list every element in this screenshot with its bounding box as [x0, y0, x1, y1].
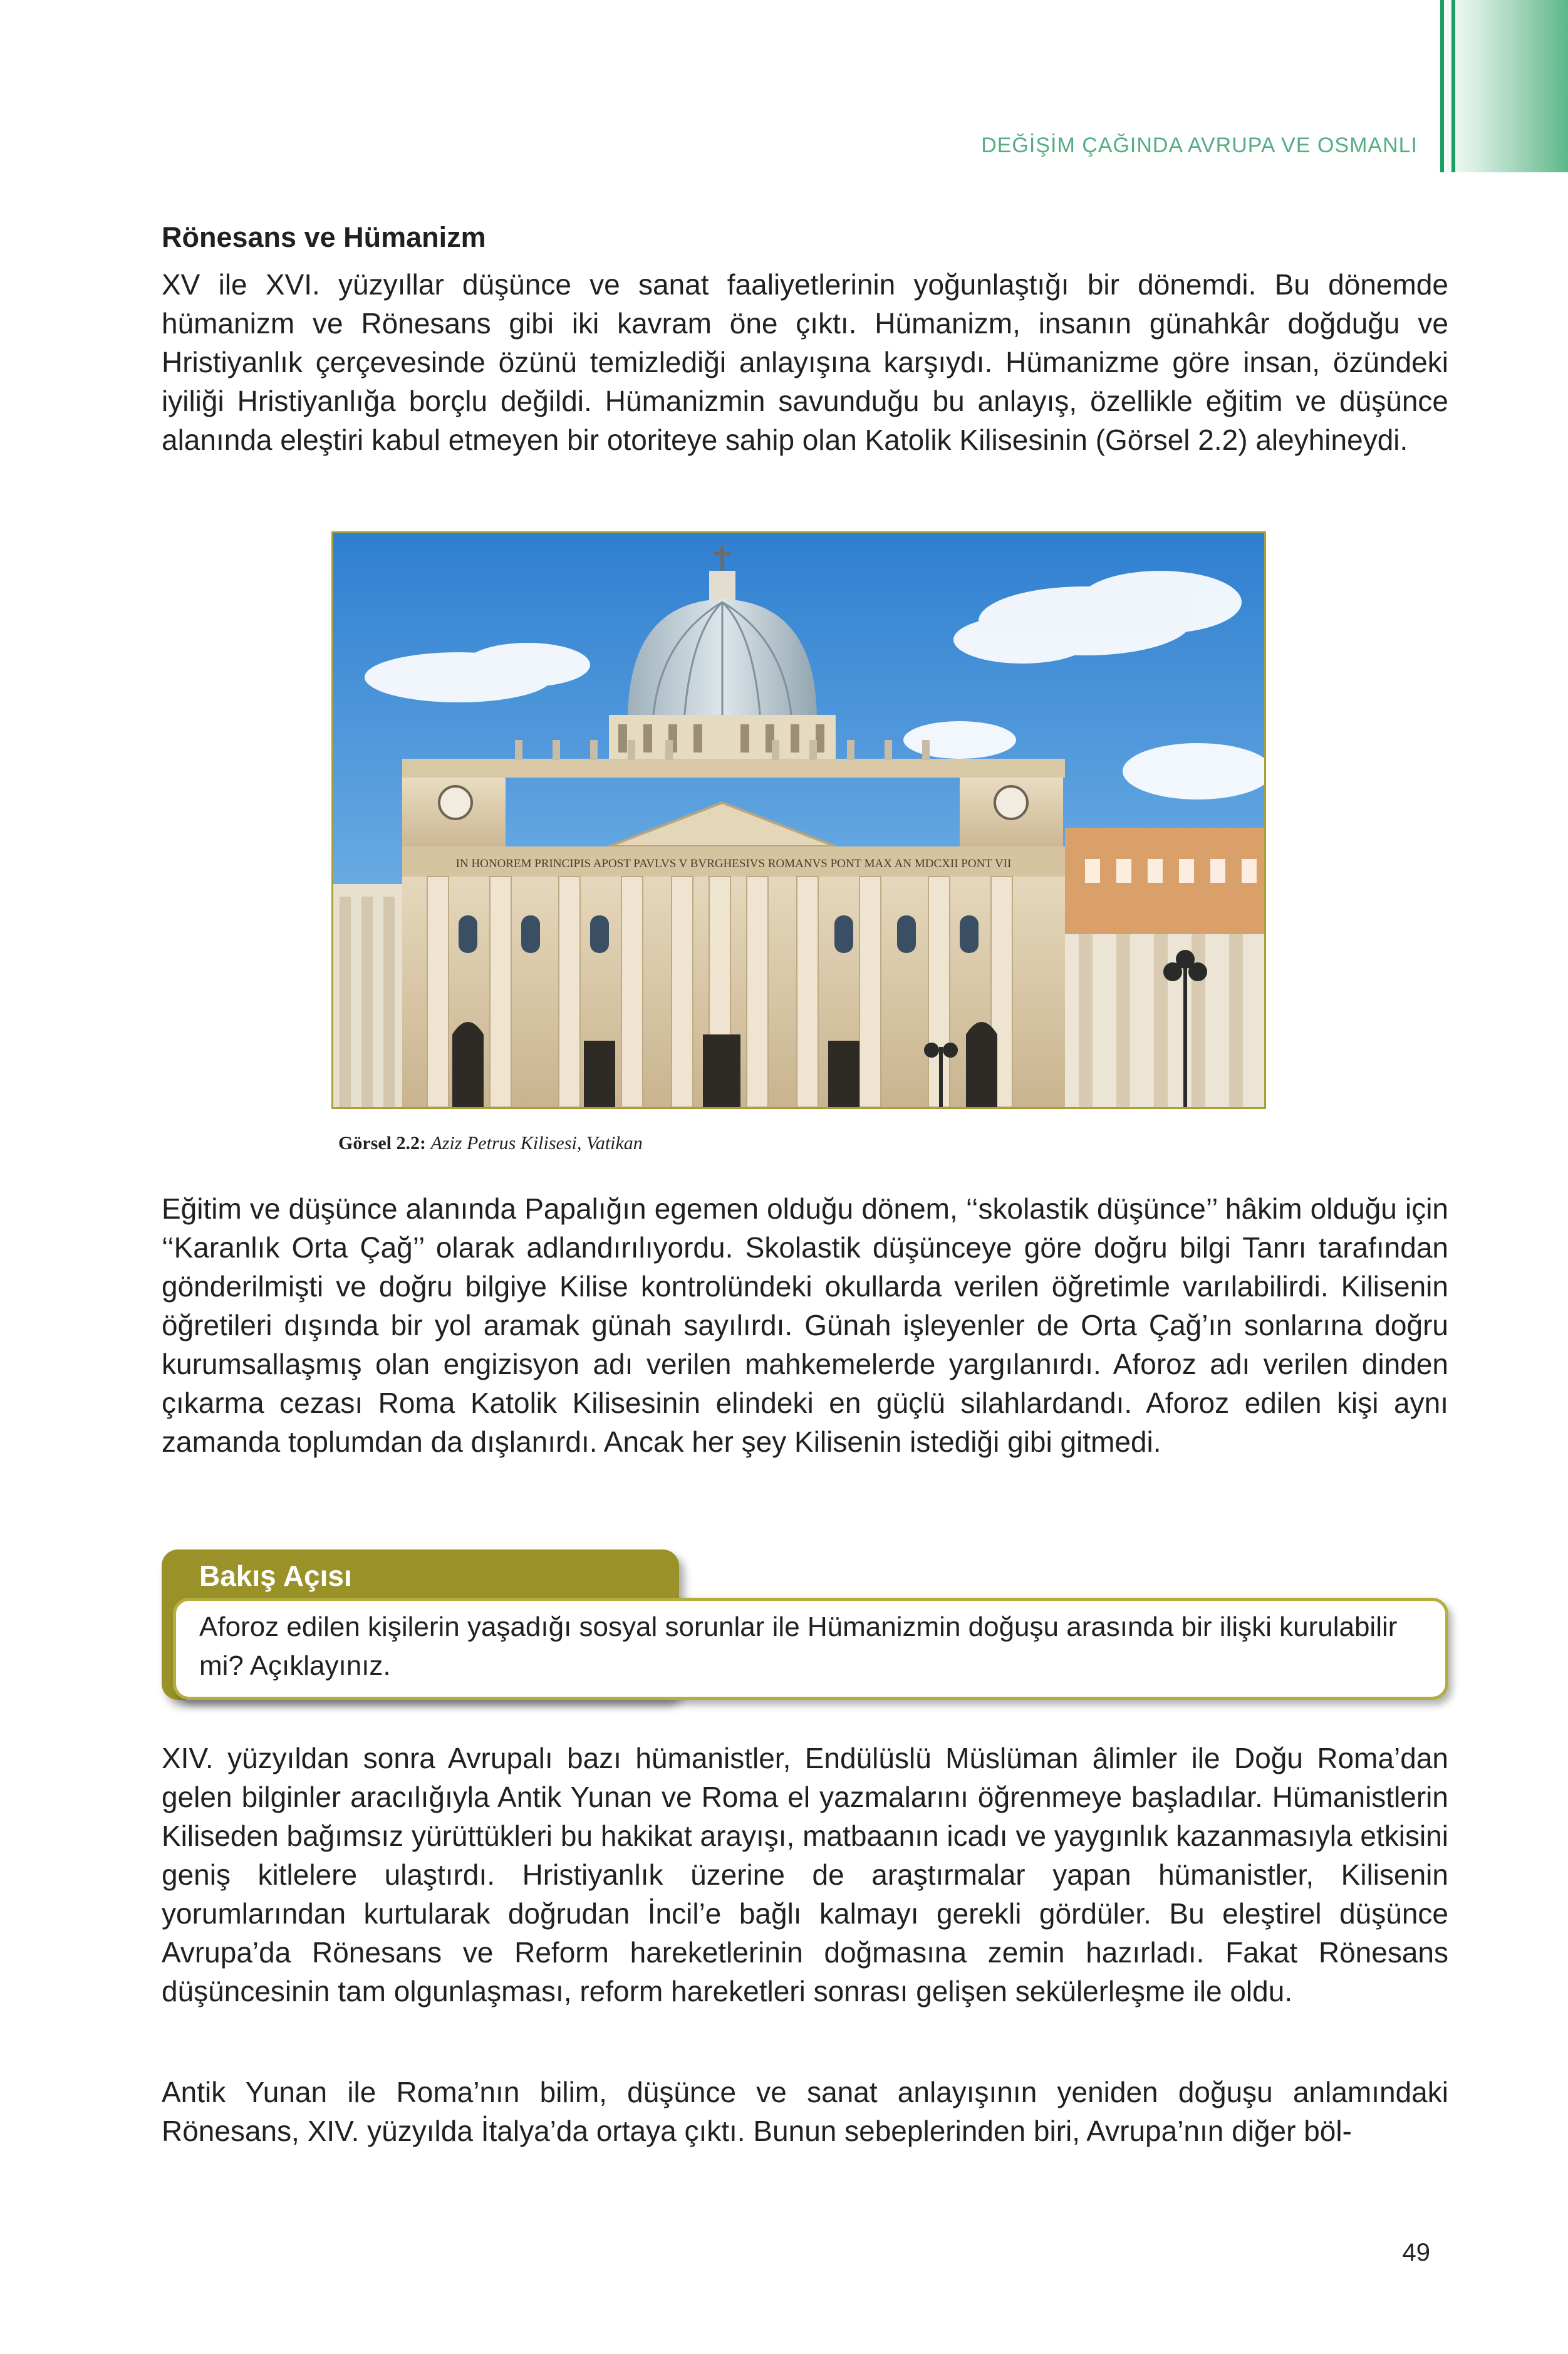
callout-title: Bakış Açısı [199, 1560, 352, 1592]
decorative-rule [1451, 0, 1455, 172]
caption-text: Aziz Petrus Kilisesi, Vatikan [430, 1133, 643, 1154]
basilica-illustration [333, 533, 1264, 1107]
paragraph-4: Antik Yunan ile Roma’nın bilim, düşünce ve sanat anlayışının yeniden doğuşu anlamındaki Rönesans, XIV. yüzyılda İtalya’da ortaya çıktı. Bunun sebeplerinden biri, Avrupa’nın diğer böl- [162, 2076, 1448, 2147]
figure-caption [338, 1133, 643, 1154]
caption-label: Görsel 2.2: [338, 1133, 426, 1154]
decorative-rule [1440, 0, 1444, 172]
paragraph-1: XV ile XVI. yüzyıllar düşünce ve sanat faaliyetlerinin yoğunlaştığı bir dönemdi. Bu dönemde hümanizm ve Rönesans gibi iki kavram öne çıktı. Hümanizm, insanın günahkâr doğduğu ve Hristiyanlık çerçevesinde özünü temizlediği anlayışına karşıydı. Hümanizme göre insan, özündeki iyiliği Hristiyanlığa borçlu değildi. Hümanizmin savunduğu bu anlayış, özellikle eğitim ve düşünce alanında eleştiri kabul etmeyen bir otoriteye sahip olan Katolik Kilisesinin (Görsel 2.2) aleyhineydi. [162, 268, 1448, 456]
page-number: 49 [1402, 2239, 1430, 2266]
section-title: Rönesans ve Hümanizm [162, 221, 486, 253]
paragraph-2: Eğitim ve düşünce alanında Papalığın egemen olduğu dönem, ‘‘skolastik düşünce’’ hâkim olduğu için ‘‘Karanlık Orta Çağ’’ olarak adlandırılıyordu. Skolastik düşünceye göre doğru bilgi Tanrı tarafından gönderilmişti ve doğru bilgiye Kilise kontrolündeki okullarda verilen öğretimle varılabilirdi. Kilisenin öğretileri dışında bir yol aramak günah sayılırdı. Günah işleyenler de Orta Çağ’ın sonlarına doğru kurumsallaşmış olan engizisyon adı verilen mahkemelerde yargılanırdı. Aforoz adı verilen dinden çıkarma cezası Roma Katolik Kilisesinin elindeki en güçlü silahlardandı. Aforoz edilen kişi aynı zamanda toplumdan da dışlanırdı. Ancak her şey Kilisenin istediği gibi gitmedi. [162, 1192, 1448, 1458]
running-head: DEĞİŞİM ÇAĞINDA AVRUPA VE OSMANLI [981, 133, 1418, 157]
facade-inscription: IN HONOREM PRINCIPIS APOST PAVLVS V BVRGHESIVS ROMANVS PONT MAX AN MDCXII PONT VII [455, 857, 1012, 870]
figure-photo [331, 531, 1266, 1109]
callout-text: Aforoz edilen kişilerin yaşadığı sosyal sorunlar ile Hümanizmin doğuşu arasında bir ilişki kurulabilir mi? Açıklayınız. [199, 1612, 1398, 1681]
paragraph-3: XIV. yüzyıldan sonra Avrupalı bazı hümanistler, Endülüslü Müslüman âlimler ile Doğu Roma’dan gelen bilginler aracılığıyla Antik Yunan ve Roma el yazmalarını öğrenmeye başladılar. Hümanistlerin Kiliseden bağımsız yürüttükleri bu hakikat arayışı, matbaanın icadı ve yaygınlık kazanmasıyla etkisini geniş kitlelere ulaştırdı. Hristiyanlık üzerine de araştırmalar yapan hümanistler, Kilisenin yorumlarından kurtularak doğrudan İncil’e bağlı kalmayı gerekli gördüler. Bu eleştirel düşünce Avrupa’da Rönesans ve Reform hareketlerinin doğmasına zemin hazırladı. Fakat Rönesans düşüncesinin tam olgunlaşması, reform hareketleri sonrası gelişen sekülerleşme ile oldu. [162, 1742, 1448, 2008]
